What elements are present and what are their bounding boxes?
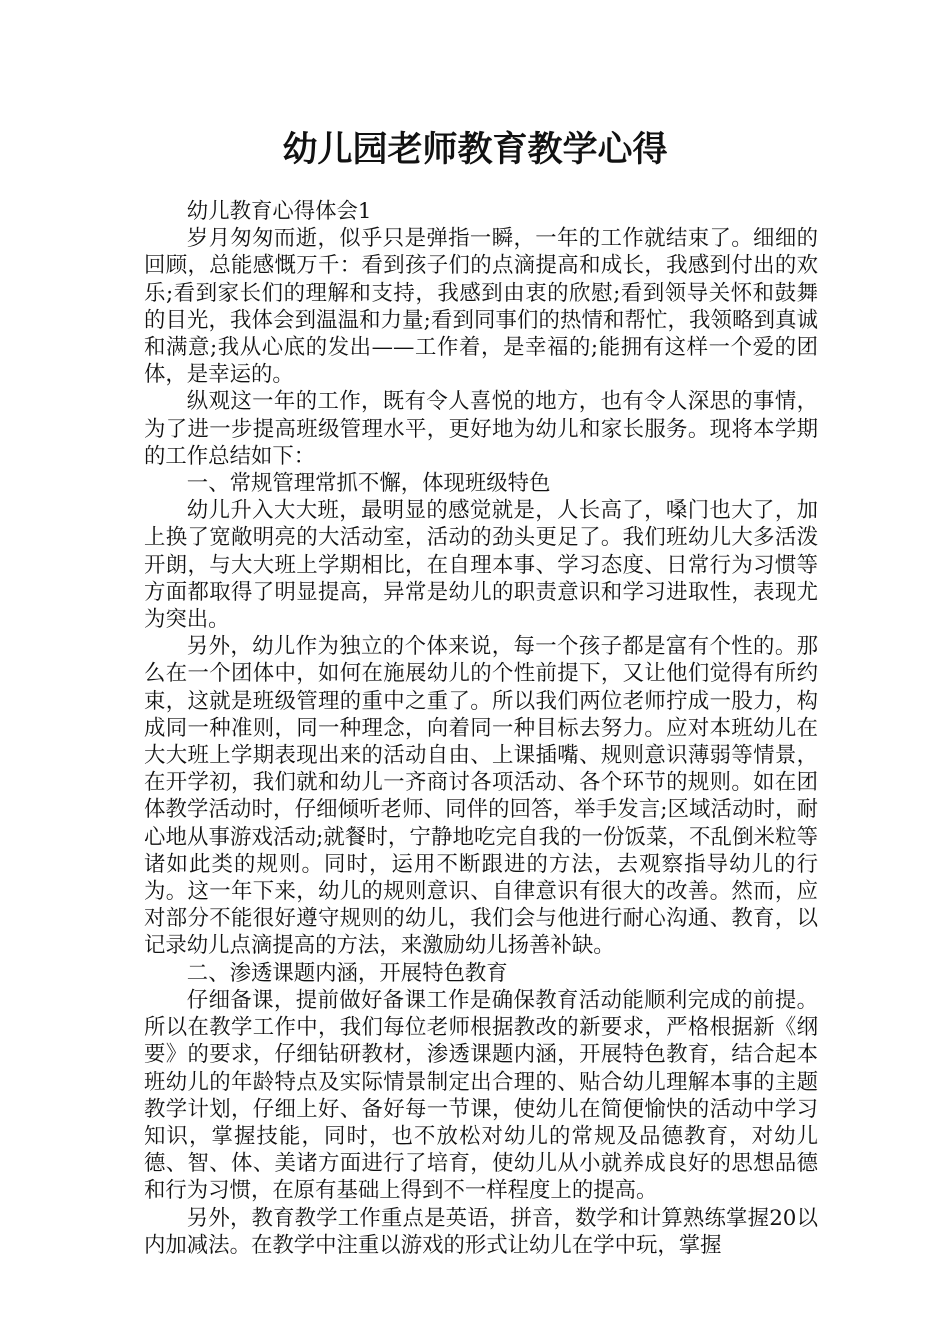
section-heading: 一、常规管理常抓不懈，体现班级特色 bbox=[186, 471, 551, 497]
paragraph-subtitle: 幼儿教育心得体会1 bbox=[186, 199, 372, 224]
section-heading: 二、渗透课题内涵，开展特色教育 bbox=[186, 960, 508, 986]
paragraph: 另外，幼儿作为独立的个体来说，每一个孩子都是富有个性的。那么在一个团体中，如何在施展幼儿的个性前提下，又让他们觉得有所约束，这就是班级管理的重中之重了。所以我们两位老师拧成一股力，构成同一种准则，同一种理念，向着同一种目标去努力。应对本班幼儿在大大班上学期表现出来的活动自由、上课插嘴、规则意识薄弱等情景，在开学初，我们就和幼儿一齐商讨各项活动、各个环节的规则。如在团体教学活动时，仔细倾听老师、同伴的回答，举手发言;区域活动时，耐心地从事游戏活动;就餐时，宁静地吃完自我的一份饭菜，不乱倒米粒等诸如此类的规则。同时，运用不断跟进的方法，去观察指导幼儿的行为。这一年下来，幼儿的规则意识、自律意识有很大的改善。然而，应对部分不能很好遵守规则的幼儿，我们会与他进行耐心沟通、教育，以记录幼儿点滴提高的方法，来激励幼儿扬善补缺。 bbox=[144, 634, 818, 959]
paragraph: 另外，教育教学工作重点是英语，拼音，数学和计算熟练掌握20以内加减法。在教学中注重以游戏的形式让幼儿在学中玩，掌握 bbox=[144, 1205, 818, 1258]
document-body bbox=[144, 198, 818, 1259]
paragraph: 仔细备课，提前做好备课工作是确保教育活动能顺利完成的前提。所以在教学工作中，我们每位老师根据教改的新要求，严格根据新《纲要》的要求，仔细钻研教材，渗透课题内涵，开展特色教育，结合起本班幼儿的年龄特点及实际情景制定出合理的、贴合幼儿理解本事的主题教学计划，仔细上好、备好每一节课，使幼儿在简便愉快的活动中学习知识，掌握技能，同时，也不放松对幼儿的常规及品德教育，对幼儿德、智、体、美诸方面进行了培育，使幼儿从小就养成良好的思想品德和行为习惯，在原有基础上得到不一样程度上的提高。 bbox=[144, 987, 818, 1204]
paragraph: 纵观这一年的工作，既有令人喜悦的地方，也有令人深思的事情，为了进一步提高班级管理水平，更好地为幼儿和家长服务。现将本学期的工作总结如下： bbox=[144, 389, 818, 469]
paragraph: 幼儿升入大大班，最明显的感觉就是，人长高了，嗓门也大了，加上换了宽敞明亮的大活动室，活动的劲头更足了。我们班幼儿大多活泼开朗，与大大班上学期相比，在自理本事、学习态度、日常行为习惯等方面都取得了明显提高，异常是幼儿的职责意识和学习进取性，表现尤为突出。 bbox=[144, 498, 818, 633]
paragraph: 岁月匆匆而逝，似乎只是弹指一瞬，一年的工作就结束了。细细的回顾，总能感慨万千：看到孩子们的点滴提高和成长，我感到付出的欢乐;看到家长们的理解和支持，我感到由衷的欣慰;看到领导关怀和鼓舞的目光，我体会到温温和力量;看到同事们的热情和帮忙，我领略到真诚和满意;我从心底的发出——工作着，是幸福的;能拥有这样一个爱的团体，是幸运的。 bbox=[144, 226, 818, 388]
document-title: 幼儿园老师教育教学心得 bbox=[282, 130, 668, 170]
